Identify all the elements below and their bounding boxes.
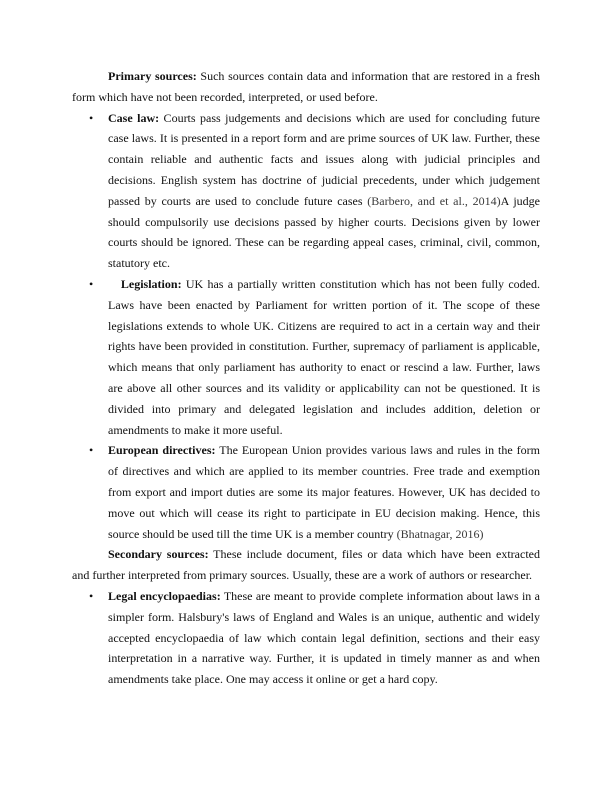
list-item-european-directives	[72, 440, 540, 544]
secondary-sources-list	[72, 586, 540, 690]
bullet-icon: •	[89, 443, 94, 458]
secondary-sources-text: These include document, files or data which have been extracted and further interpreted from primary sources. Usually, these are a work of authors or researcher.	[72, 547, 540, 583]
primary-sources-list	[72, 108, 540, 545]
bullet-icon: •	[89, 588, 94, 603]
secondary-sources-label: Secondary sources:	[108, 547, 209, 562]
list-item-legal-encyclopaedias	[72, 586, 540, 690]
list-item-legislation	[72, 274, 540, 440]
primary-sources-text: Such sources contain data and information that are restored in a fresh form which have not been recorded, interpreted, or used before.	[72, 69, 540, 104]
bullet-icon: •	[89, 276, 94, 291]
item-label: European directives:	[108, 443, 216, 458]
list-item-case-law	[72, 108, 540, 274]
bullet-icon: •	[89, 110, 94, 125]
item-text: UK has a partially written constitution which has not been fully coded. Laws have been enacted by Parliament for written portion of it. The scope of these legislations extends to whole UK. Citizens are required to act in a certain way and their rights have been provided in constitution. Further, supremacy of parliament is applicable, which means that only parliament has authority to enact or rescind a law. Further, laws are above all other sources and its validity or applicability can not be questioned. It is divided into primary and delegated legislation and includes addition, deletion or amendments to make it more useful.	[108, 276, 541, 437]
document-page	[72, 66, 540, 690]
primary-sources-label: Primary sources:	[108, 69, 197, 83]
item-label: Legislation:	[120, 276, 182, 291]
citation: (Barbero, and et al., 2014)	[367, 193, 501, 208]
primary-sources-paragraph	[72, 66, 540, 108]
item-label: Case law:	[108, 110, 160, 125]
secondary-sources-paragraph	[72, 544, 540, 586]
citation: (Bhatnagar, 2016)	[396, 526, 484, 541]
item-text: Courts pass judgements and decisions which are used for concluding future case laws. It is presented in a report form and are prime sources of UK law. Further, these contain reliable and authentic facts and issues along with judicial principles and decisions. English system has doctrine of judicial precedents, under which judgement passed by courts are used to conclude future cases	[108, 110, 540, 208]
item-text: The European Union provides various laws and rules in the form of directives and which are applied to its member countries. Free trade and exemption from export and import duties are some its major features. However, UK has decided to move out which will cease its right to participate in EU decision making. Hence, this source should be used till the time UK is a member country	[108, 443, 540, 541]
item-text-after: A judge should compulsorily use decisions passed by higher courts. Decisions given by lower courts should be ignored. These can be regarding appeal cases, criminal, civil, common, statutory etc.	[108, 193, 540, 271]
item-text: These are meant to provide complete information about laws in a simpler form. Halsbury's laws of England and Wales is an unique, authentic and widely accepted encyclopaedia of law which contain legal definition, sections and their easy interpretation in a narrative way. Further, it is updated in timely manner as and when amendments take place. One may access it online or get a hard copy.	[108, 588, 540, 687]
item-label: Legal encyclopaedias:	[108, 588, 221, 603]
